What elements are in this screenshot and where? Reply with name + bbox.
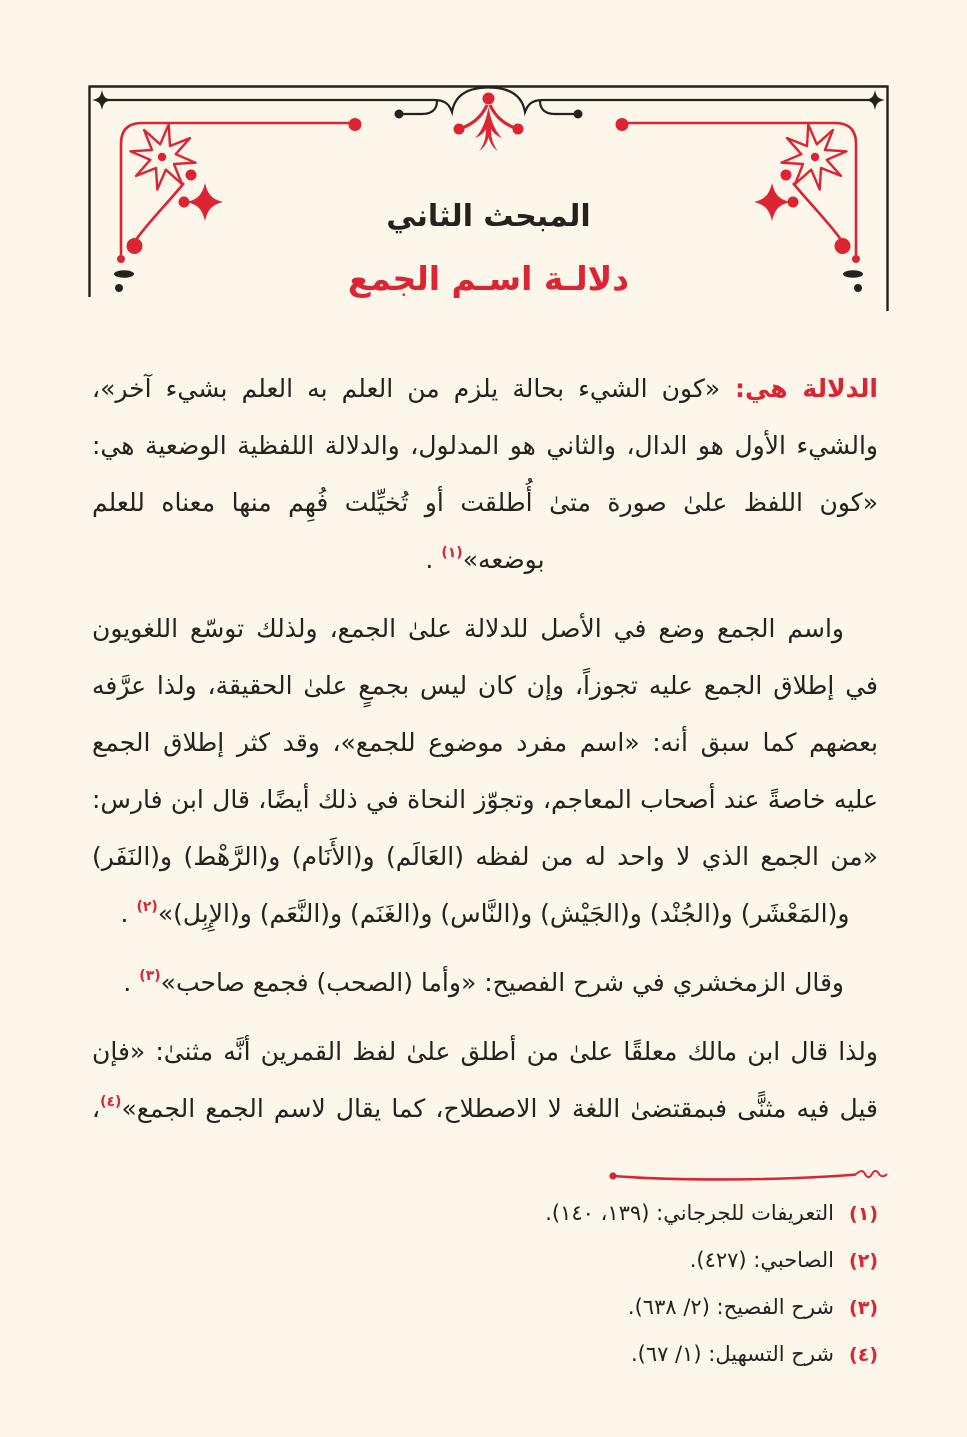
footnote-ref: (١) — [441, 545, 463, 561]
paragraph — [92, 360, 878, 593]
footnote-item — [92, 1331, 878, 1378]
footnote-ref: (٣) — [139, 968, 161, 984]
footnote-text: شرح الفصيح: (٢/ ٦٣٨). — [627, 1295, 835, 1319]
paragraph-text: واسم الجمع وضع في الأصل للدلالة علىٰ الجمع، ولذلك توسّع اللغويون في إطلاق الجمع عليه تجوزاً، وإن كان ليس بجمعٍ علىٰ الحقيقة، ولذا عرَّفه بعضهم كما سبق أنه: «اسم مفرد موضوع للجمع»، وقد كثر إطلاق الجمع عليه خاصةً عند أصحاب المعاجم، وتجوّز النحاة في ذلك أيضًا، قال ابن فارس: «من الجمع الذي لا واحد له من لفظه (العَالَم) و(الأَنَام) و(الرَّهْط) و(النَفَر) و(المَعْشَر) و(الجُنْد) و(الجَيْش) و(النَّاس) و(الغَنَم) و(النَّعَم) و(الإِبِل)» — [92, 614, 878, 928]
footnote-divider — [608, 1166, 893, 1184]
scroll-curl-right-icon — [540, 101, 583, 119]
section-title: دلالـة اسـم الجمع — [347, 259, 630, 298]
paragraph-text: . — [123, 968, 140, 997]
footnote-item — [92, 1284, 878, 1331]
palmette-icon — [454, 93, 524, 152]
paragraph — [92, 1023, 878, 1142]
paragraph-text: ، — [92, 1094, 101, 1123]
footnote-text: التعريفات للجرجاني: (١٣٩، ١٤٠). — [545, 1201, 835, 1225]
footnote-ref: (٤) — [100, 1094, 122, 1110]
paragraph — [92, 954, 878, 1016]
paragraph — [92, 600, 878, 947]
scroll-curl-left-icon — [395, 101, 438, 119]
footnote-marker: (١) — [849, 1203, 878, 1225]
footnote-ref: (٢) — [136, 899, 158, 915]
diamond-finial-left-icon — [92, 90, 112, 110]
diamond-finial-right-icon — [865, 90, 885, 110]
paragraph-lead: الدلالة هي: — [720, 374, 878, 403]
footnote-item — [92, 1190, 878, 1237]
footnote-text: الصاحبي: (٤٢٧). — [689, 1248, 835, 1272]
chapter-title: المبحث الثاني — [386, 199, 591, 234]
footnote-marker: (٢) — [849, 1250, 878, 1272]
footnote-item — [92, 1237, 878, 1284]
paragraph-text: ولذا قال ابن مالك معلقًا علىٰ من أطلق علىٰ لفظ القمرين أنَّه مثنىٰ: «فإن قيل فيه مثنًّى فبمقتضىٰ اللغة لا الاصطلاح، كما يقال لاسم الجمع الجمع» — [92, 1037, 878, 1123]
paragraph-text: «كون الشيء بحالة يلزم من العلم به العلم بشيء آخر»، والشيء الأول هو الدال، والثاني هو المدلول، والدلالة اللفظية الوضعية هي: «كون اللفظ علىٰ صورة متىٰ أُطلقت أو تُخيِّلت فُهِم منها معناه للعلم بوضعه» — [92, 374, 878, 574]
footnote-text: شرح التسهيل: (١/ ٦٧). — [630, 1342, 835, 1366]
footnotes — [92, 1190, 878, 1378]
chapter-header — [88, 85, 889, 317]
footnote-marker: (٤) — [849, 1344, 878, 1366]
paragraph-text: وقال الزمخشري في شرح الفصيح: «وأما (الصحب) فجمع صاحب» — [160, 968, 844, 997]
paragraph-text: . — [425, 545, 442, 574]
body-text — [92, 360, 878, 1149]
footnote-marker: (٣) — [849, 1297, 878, 1319]
paragraph-text: . — [120, 899, 137, 928]
